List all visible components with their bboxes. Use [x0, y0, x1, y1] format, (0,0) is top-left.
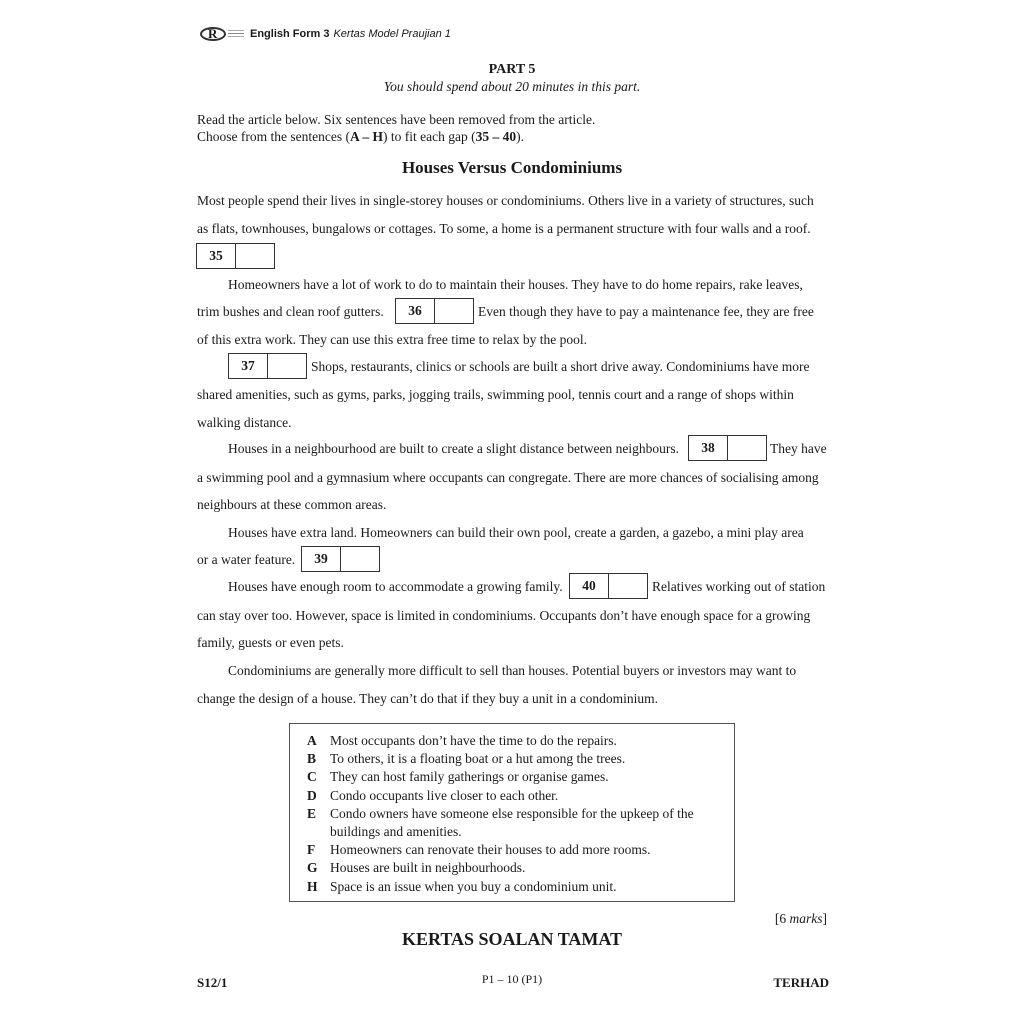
end-of-paper-title: KERTAS SOALAN TAMAT [401, 929, 623, 949]
article-line: can stay over too. However, space is limited in condominiums. Occupants don’t have enough space for a growing [197, 608, 811, 623]
gap-answer-box[interactable] [341, 547, 379, 571]
gap-number: 39 [302, 547, 341, 571]
article-line: walking distance. [197, 415, 292, 430]
answer-gap-38[interactable] [688, 435, 767, 461]
gap-answer-box[interactable] [236, 244, 274, 268]
article-title: Houses Versus Condominiums [401, 158, 623, 177]
article-line: Relatives working out of station [652, 579, 826, 594]
gap-answer-box[interactable] [728, 436, 766, 460]
part-title: PART 5 [488, 62, 536, 77]
option-item: D Condo occupants live closer to each other. [307, 787, 559, 803]
footer-classification: TERHAD [773, 975, 829, 990]
article-line: neighbours at these common areas. [197, 497, 387, 512]
article-line: They have [770, 441, 827, 456]
gap-number: 36 [396, 299, 435, 323]
answer-gap-35[interactable] [196, 243, 275, 269]
article-line: Condominiums are generally more difficult to sell than houses. Potential buyers or investors may want to [228, 663, 797, 678]
answer-gap-37[interactable] [228, 353, 307, 379]
gap-answer-box[interactable] [268, 354, 306, 378]
gap-number: 35 [197, 244, 236, 268]
article-line: of this extra work. They can use this extra free time to relax by the pool. [197, 332, 588, 347]
instruction-line-2: Choose from the sentences (A – H) to fit each gap (35 – 40). [197, 129, 524, 144]
article-line: a swimming pool and a gymnasium where occupants can congregate. There are more chances of socialising among [197, 470, 819, 485]
gap-number: 38 [689, 436, 728, 460]
option-item: H Space is an issue when you buy a condominium unit. [307, 878, 617, 894]
gap-answer-box[interactable] [609, 574, 647, 598]
article-line: Houses have extra land. Homeowners can build their own pool, create a garden, a gazebo, a mini play area [228, 525, 804, 540]
article-line: or a water feature. [197, 552, 296, 567]
article-line: Houses have enough room to accommodate a growing family. [228, 579, 563, 594]
article-line: Homeowners have a lot of work to do to maintain their houses. They have to do home repairs, rake leaves, [228, 277, 803, 292]
marks-label: [6 marks] [774, 911, 827, 926]
footer-page-number: P1 – 10 (P1) [481, 972, 543, 986]
option-item: C They can host family gatherings or organise games. [307, 769, 609, 785]
answer-gap-36[interactable] [395, 298, 474, 324]
header-title: English Form 3 [250, 28, 330, 40]
gap-number: 40 [570, 574, 609, 598]
header-subtitle: Kertas Model Praujian 1 [333, 28, 451, 40]
article-line: Even though they have to pay a maintenance fee, they are free [478, 304, 814, 319]
article-line: trim bushes and clean roof gutters. [197, 304, 384, 319]
publisher-logo-icon: R [198, 26, 246, 42]
page-header [198, 24, 451, 44]
article-line: change the design of a house. They can’t do that if they buy a unit in a condominium. [197, 691, 659, 706]
answer-gap-40[interactable] [569, 573, 648, 599]
article-line: Most people spend their lives in single-storey houses or condominiums. Others live in a variety of structures, such [197, 193, 814, 208]
option-item: B To others, it is a floating boat or a hut among the trees. [307, 751, 626, 767]
option-item: F Homeowners can renovate their houses to add more rooms. [307, 842, 651, 858]
article-line: family, guests or even pets. [197, 635, 344, 650]
article-line: Houses in a neighbourhood are built to create a slight distance between neighbours. [228, 441, 679, 456]
footer-code: S12/1 [197, 975, 228, 990]
article-line: shared amenities, such as gyms, parks, jogging trails, swimming pool, tennis court and a range of shops within [197, 387, 794, 402]
sentence-options-box [289, 723, 735, 902]
article-line: Shops, restaurants, clinics or schools are built a short drive away. Condominiums have more [311, 359, 810, 374]
option-item: A Most occupants don’t have the time to do the repairs. [307, 733, 617, 748]
gap-answer-box[interactable] [435, 299, 473, 323]
answer-gap-39[interactable] [301, 546, 380, 572]
gap-number: 37 [229, 354, 268, 378]
article-line: as flats, townhouses, bungalows or cottages. To some, a home is a permanent structure with four walls and a roof. [197, 221, 811, 236]
option-item: E Condo owners have someone else responsible for the upkeep of the buildings and amenities. [307, 805, 694, 840]
option-item: G Houses are built in neighbourhoods. [307, 860, 526, 876]
part-time-instruction: You should spend about 20 minutes in this part. [383, 79, 641, 94]
instruction-line-1: Read the article below. Six sentences have been removed from the article. [197, 112, 596, 127]
